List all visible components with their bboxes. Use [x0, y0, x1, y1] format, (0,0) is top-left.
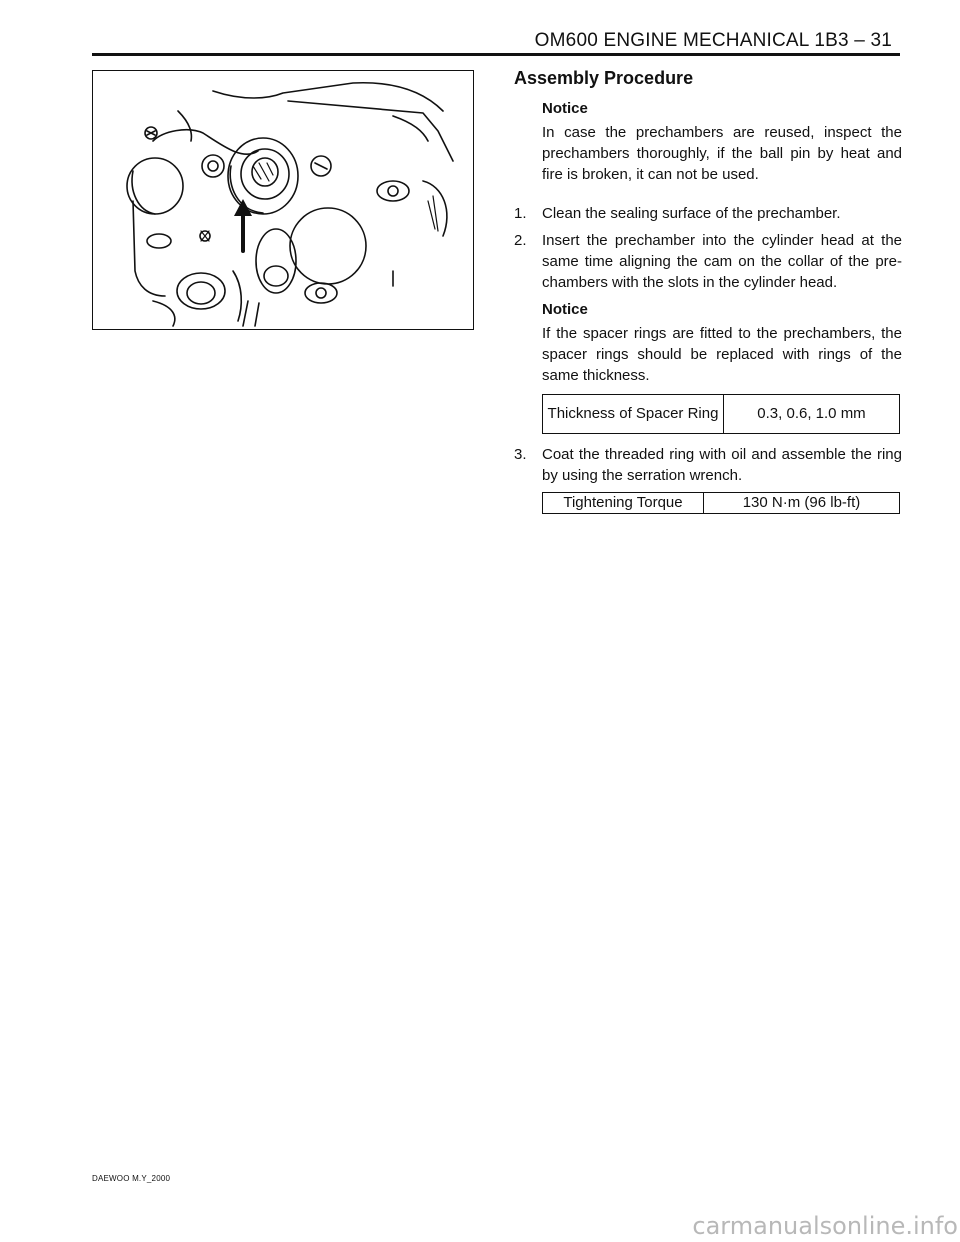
spec-label: Thickness of Spacer Ring [543, 395, 724, 434]
cylinder-head-drawing [93, 71, 473, 329]
notice-text: If the spacer rings are fitted to the prechambers, the spacer rings should be replaced with rings of the same thickness. [542, 325, 902, 384]
page-header-title: OM600 ENGINE MECHANICAL 1B3 – 31 [534, 30, 892, 51]
step-number: 3. [514, 446, 527, 463]
step-number: 2. [514, 232, 527, 249]
spec-label: Tightening Torque [543, 493, 704, 514]
prechamber-illustration [92, 70, 474, 330]
notice-text: In case the prechambers are reused, inspect the prechambers thoroughly, if the ball pin by heat and fire is broken, it can not be used. [542, 124, 902, 183]
step-number: 1. [514, 205, 527, 222]
step-text: Coat the threaded ring with oil and assemble the ring by using the serration wrench. [542, 446, 902, 484]
spec-value: 0.3, 0.6, 1.0 mm [724, 395, 900, 434]
step-item [514, 203, 902, 224]
watermark: carmanualsonline.info [692, 1212, 958, 1240]
header-rule [92, 53, 900, 56]
torque-spec-table [542, 492, 900, 514]
footer-code: DAEWOO M.Y_2000 [92, 1174, 171, 1183]
notice-label: Notice [542, 100, 588, 117]
step-item [514, 444, 902, 486]
step-item [514, 230, 902, 293]
step-text: Insert the prechamber into the cylinder head at the same time aligning the cam on the collar of the pre-chambers with the slots in the cylinder head. [542, 232, 902, 291]
notice-label: Notice [542, 301, 588, 318]
spec-value: 130 N·m (96 lb-ft) [704, 493, 900, 514]
section-title: Assembly Procedure [514, 68, 694, 88]
main-content [514, 66, 902, 514]
spacer-ring-spec-table [542, 394, 900, 434]
step-text: Clean the sealing surface of the prechamber. [542, 205, 841, 222]
